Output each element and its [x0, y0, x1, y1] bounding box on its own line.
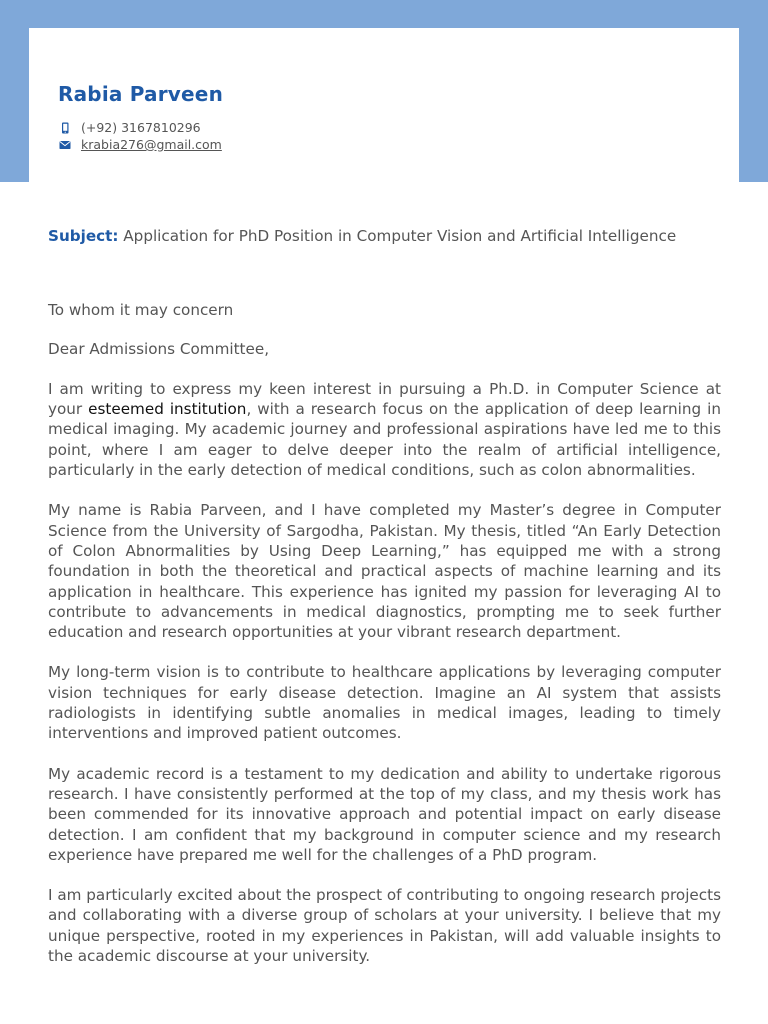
- letter-body: [48, 226, 721, 986]
- applicant-name: Rabia Parveen: [58, 82, 224, 106]
- salutation-general: To whom it may concern: [48, 301, 234, 320]
- email-row: [59, 137, 222, 152]
- paragraph-3: My long-term vision is to contribute to healthcare applications by leveraging computer vision techniques for early disease detection. Imagine an AI system that assists radiologists in identifying subtle anomalies in medical images, leading to timely interventions and improved patient outcomes.: [48, 663, 721, 743]
- envelope-icon: [59, 139, 71, 151]
- subject-text: Application for PhD Position in Computer Vision and Artificial Intelligence: [118, 227, 677, 245]
- paragraph-1-end: , with a research focus on the application of deep learning in medical imaging. My academic journey and professional aspirations have led me to this point, where I am eager to delve deeper into the realm of artificial intelligence, particularly in the early detection of medical conditions, such as colon abnormalities.: [48, 400, 721, 480]
- phone-row: [59, 120, 201, 135]
- institution-highlight: esteemed institution: [88, 400, 247, 419]
- paragraph-1-start: I am writing to express my keen interest in pursuing a Ph.D. in Computer Science at your: [48, 379, 721, 419]
- subject-line: [48, 226, 721, 246]
- paragraph-1: [48, 379, 721, 480]
- paragraph-2: My name is Rabia Parveen, and I have completed my Master’s degree in Computer Science from the University of Sargodha, Pakistan. My thesis, titled “An Early Detection of Colon Abnormalities by Using Deep Learning,” has equipped me with a strong foundation in both the theoretical and practical aspects of machine learning and its application in healthcare. This experience has ignited my passion for leveraging AI to contribute to advancements in medical diagnostics, prompting me to seek further education and research opportunities at your vibrant research department.: [48, 501, 721, 642]
- paragraph-4: My academic record is a testament to my dedication and ability to undertake rigorous research. I have consistently performed at the top of my class, and my thesis work has been commended for its innovative approach and potential impact on early disease detection. I am confident that my background in computer science and my research experience have prepared me well for the challenges of a PhD program.: [48, 764, 721, 864]
- phone-number: (+92) 3167810296: [81, 120, 201, 135]
- paragraph-5: I am particularly excited about the prospect of contributing to ongoing research projects and collaborating with a diverse group of scholars at your university. I believe that my unique perspective, rooted in my experiences in Pakistan, will add valuable insights to the academic discourse at your university.: [48, 886, 721, 966]
- mobile-phone-icon: [59, 122, 71, 134]
- header-card: [29, 28, 739, 188]
- email-link[interactable]: krabia276@gmail.com: [81, 137, 222, 152]
- salutation-committee: Dear Admissions Committee,: [48, 339, 270, 358]
- subject-label: Subject:: [48, 227, 119, 245]
